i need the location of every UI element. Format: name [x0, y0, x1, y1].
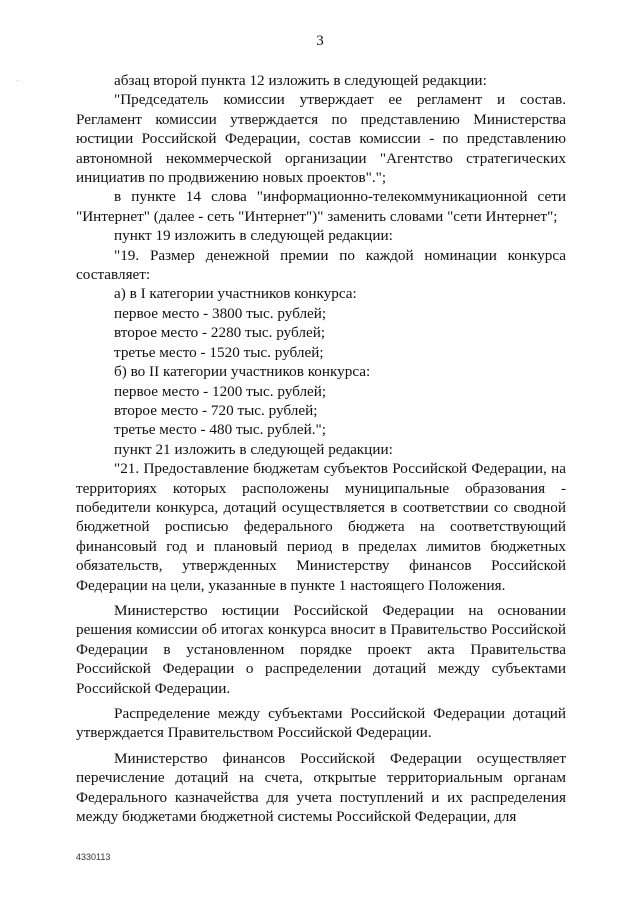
- list-item: второе место - 2280 тыс. рублей;: [114, 324, 326, 342]
- paragraph: Министерство юстиции Российской Федерации на основании решения комиссии об итогах конкурса вносит в Правительство Российской Федерации в установленном порядке проект акта Правительства Российской Федерации о распределении дотаций между субъектами Российской Федерации.: [76, 601, 566, 697]
- paragraph: Распределение между субъектами Российской Федерации дотаций утверждается Правительством Российской Федерации.: [76, 705, 566, 742]
- list-item: первое место - 1200 тыс. рублей;: [114, 382, 327, 400]
- paragraph: "19. Размер денежной премии по каждой номинации конкурса составляет:: [76, 246, 566, 284]
- paragraph: "21. Предоставление бюджетам субъектов Российской Федерации, на территориях которых расположены муниципальные образования - победители конкурса, дотаций осуществляется в соответствии со сводной бюджетной росписью федерального бюджета на соответствующий финансовый год и плановый период в пределах лимитов бюджетных обязательств, утвержденных Министерству финансов Российской Федерации на цели, указанные в пункте 1 настоящего Положения.: [76, 460, 566, 594]
- paragraph: в пункте 14 слова "информационно-телекоммуникационной сети "Интернет" (далее - сеть "Интернет")" заменить словами "сети Интернет";: [76, 188, 566, 225]
- paragraph: пункт 19 изложить в следующей редакции:: [114, 227, 393, 245]
- page-number: 3: [316, 33, 324, 49]
- paragraph: Министерство финансов Российской Федерации осуществляет перечисление дотаций на счета, открытые территориальным органам Федерального казначейства для учета поступлений и их распределения между бюджетами бюджетной системы Российской Федерации, для: [76, 749, 566, 826]
- paragraph: "Председатель комиссии утверждает ее регламент и состав. Регламент комиссии утверждается по представлению Министерства юстиции Российской Федерации, состав комиссии - по представлению автономной некоммерческой организации "Агентство стратегических инициатив по продвижению новых проектов".";: [76, 91, 566, 187]
- list-item: третье место - 1520 тыс. рублей;: [114, 343, 324, 361]
- paragraph: абзац второй пункта 12 изложить в следующей редакции:: [114, 72, 487, 89]
- list-item: б) во II категории участников конкурса:: [114, 363, 371, 381]
- paragraph: пункт 21 изложить в следующей редакции:: [114, 440, 393, 458]
- list-item: второе место - 720 тыс. рублей;: [114, 401, 318, 419]
- document-body: [76, 71, 566, 826]
- scan-mark: [17, 80, 18, 81]
- list-item: а) в I категории участников конкурса:: [114, 285, 357, 303]
- document-code: 4330113: [76, 852, 111, 862]
- list-item: третье место - 480 тыс. рублей.";: [114, 421, 326, 439]
- list-item: первое место - 3800 тыс. рублей;: [114, 304, 327, 322]
